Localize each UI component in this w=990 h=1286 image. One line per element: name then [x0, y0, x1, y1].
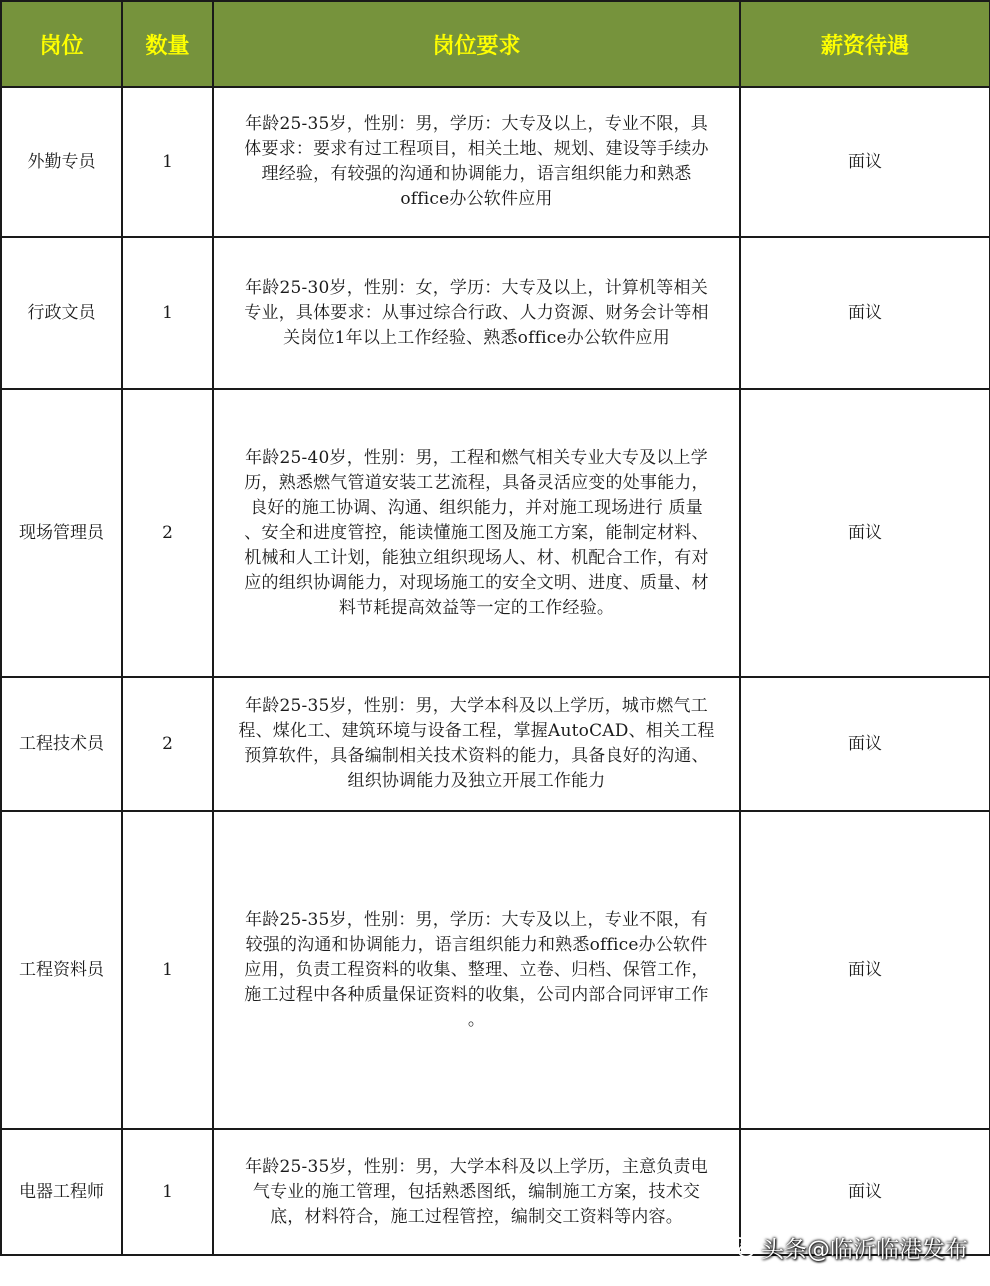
requirement-cell [213, 237, 740, 389]
requirement-line: 底，材料符合，施工过程管控，编制交工资料等内容。 [270, 1206, 683, 1227]
requirement-line: 应用，负责工程资料的收集、整理、立卷、归档、保管工作， [244, 959, 709, 980]
position-cell: 工程技术员 [1, 677, 122, 811]
position-cell: 工程资料员 [1, 811, 122, 1129]
requirement-line: 程、煤化工、建筑环境与设备工程，掌握AutoCAD、相关工程 [238, 721, 715, 741]
requirement-line: 气专业的施工管理，包括熟悉图纸，编制施工方案，技术交 [252, 1181, 701, 1202]
requirement-line: 。 [467, 1009, 486, 1030]
requirement-line: 年龄25-35岁，性别：男，大学本科及以上学历，城市燃气工 [245, 696, 708, 716]
requirement-line: 施工过程中各种质量保证资料的收集，公司内部合同评审工作 [244, 984, 709, 1005]
salary-cell: 面议 [740, 237, 990, 389]
salary-cell: 面议 [740, 389, 990, 677]
table-row [1, 237, 990, 389]
requirement-line: 、安全和进度管控，能读懂施工图及施工方案，能制定材料、 [244, 522, 709, 543]
requirement-line: 年龄25-35岁，性别：男，学历：大专及以上，专业不限，有 [245, 909, 708, 930]
salary-cell: 面议 [740, 87, 990, 237]
header-count: 数量 [122, 1, 213, 87]
count-cell: 1 [122, 811, 213, 1129]
salary-cell: 面议 [740, 811, 990, 1129]
requirement-cell [213, 87, 740, 237]
requirement-line: 体要求：要求有过工程项目，相关土地、规划、建设等手续办 [244, 139, 709, 159]
position-cell: 电器工程师 [1, 1129, 122, 1255]
position-cell: 外勤专员 [1, 87, 122, 237]
requirement-line: 料节耗提高效益等一定的工作经验。 [338, 597, 615, 618]
table-row [1, 87, 990, 237]
requirement-cell [213, 811, 740, 1129]
watermark [729, 1231, 968, 1264]
requirement-line: 年龄25-35岁，性别：男，大学本科及以上学历，主意负责电 [245, 1156, 708, 1177]
requirement-line: 年龄25-40岁，性别：男，工程和燃气相关专业大专及以上学 [245, 447, 708, 468]
requirement-line: 组织协调能力及独立开展工作能力 [347, 771, 606, 791]
requirement-line: office办公软件应用 [400, 189, 553, 209]
salary-cell: 面议 [740, 677, 990, 811]
count-cell: 2 [122, 389, 213, 677]
watermark-text: 头条@临沂临港发布 [761, 1237, 968, 1263]
requirement-line: 年龄25-30岁，性别：女，学历：大专及以上，计算机等相关 [245, 277, 708, 298]
table-row [1, 811, 990, 1129]
header-salary: 薪资待遇 [740, 1, 990, 87]
salary-cell: 面议 [740, 1129, 990, 1255]
requirement-line: 良好的施工协调、沟通、组织能力，并对施工现场进行 质量 [250, 497, 703, 518]
header-row [1, 1, 990, 87]
table-row [1, 389, 990, 677]
requirement-line: 理经验，有较强的沟通和协调能力，语言组织能力和熟悉 [261, 164, 692, 184]
count-cell: 1 [122, 87, 213, 237]
requirement-line: 专业，具体要求：从事过综合行政、人力资源、财务会计等相 [244, 302, 709, 323]
table-row [1, 677, 990, 811]
requirement-line: 机械和人工计划，能独立组织现场人、材、机配合工作，有对 [244, 547, 709, 568]
count-cell: 1 [122, 1129, 213, 1255]
requirement-line: 年龄25-35岁，性别：男，学历：大专及以上，专业不限，具 [245, 114, 708, 134]
requirement-cell [213, 1129, 740, 1255]
requirement-cell [213, 677, 740, 811]
requirement-line: 预算软件，具备编制相关技术资料的能力，具备良好的沟通、 [244, 746, 709, 766]
header-position: 岗位 [1, 1, 122, 87]
count-cell: 1 [122, 237, 213, 389]
position-cell: 行政文员 [1, 237, 122, 389]
count-cell: 2 [122, 677, 213, 811]
header-requirement: 岗位要求 [213, 1, 740, 87]
requirement-cell [213, 389, 740, 677]
wechat-icon [729, 1235, 755, 1261]
requirement-line: 较强的沟通和协调能力，语言组织能力和熟悉office办公软件 [245, 934, 708, 955]
requirement-line: 历，熟悉燃气管道安装工艺流程，具备灵活应变的处事能力， [244, 472, 709, 493]
requirement-line: 关岗位1年以上工作经验、熟悉office办公软件应用 [283, 327, 670, 348]
position-cell: 现场管理员 [1, 389, 122, 677]
requirement-line: 应的组织协调能力，对现场施工的安全文明、进度、质量、材 [244, 572, 709, 593]
